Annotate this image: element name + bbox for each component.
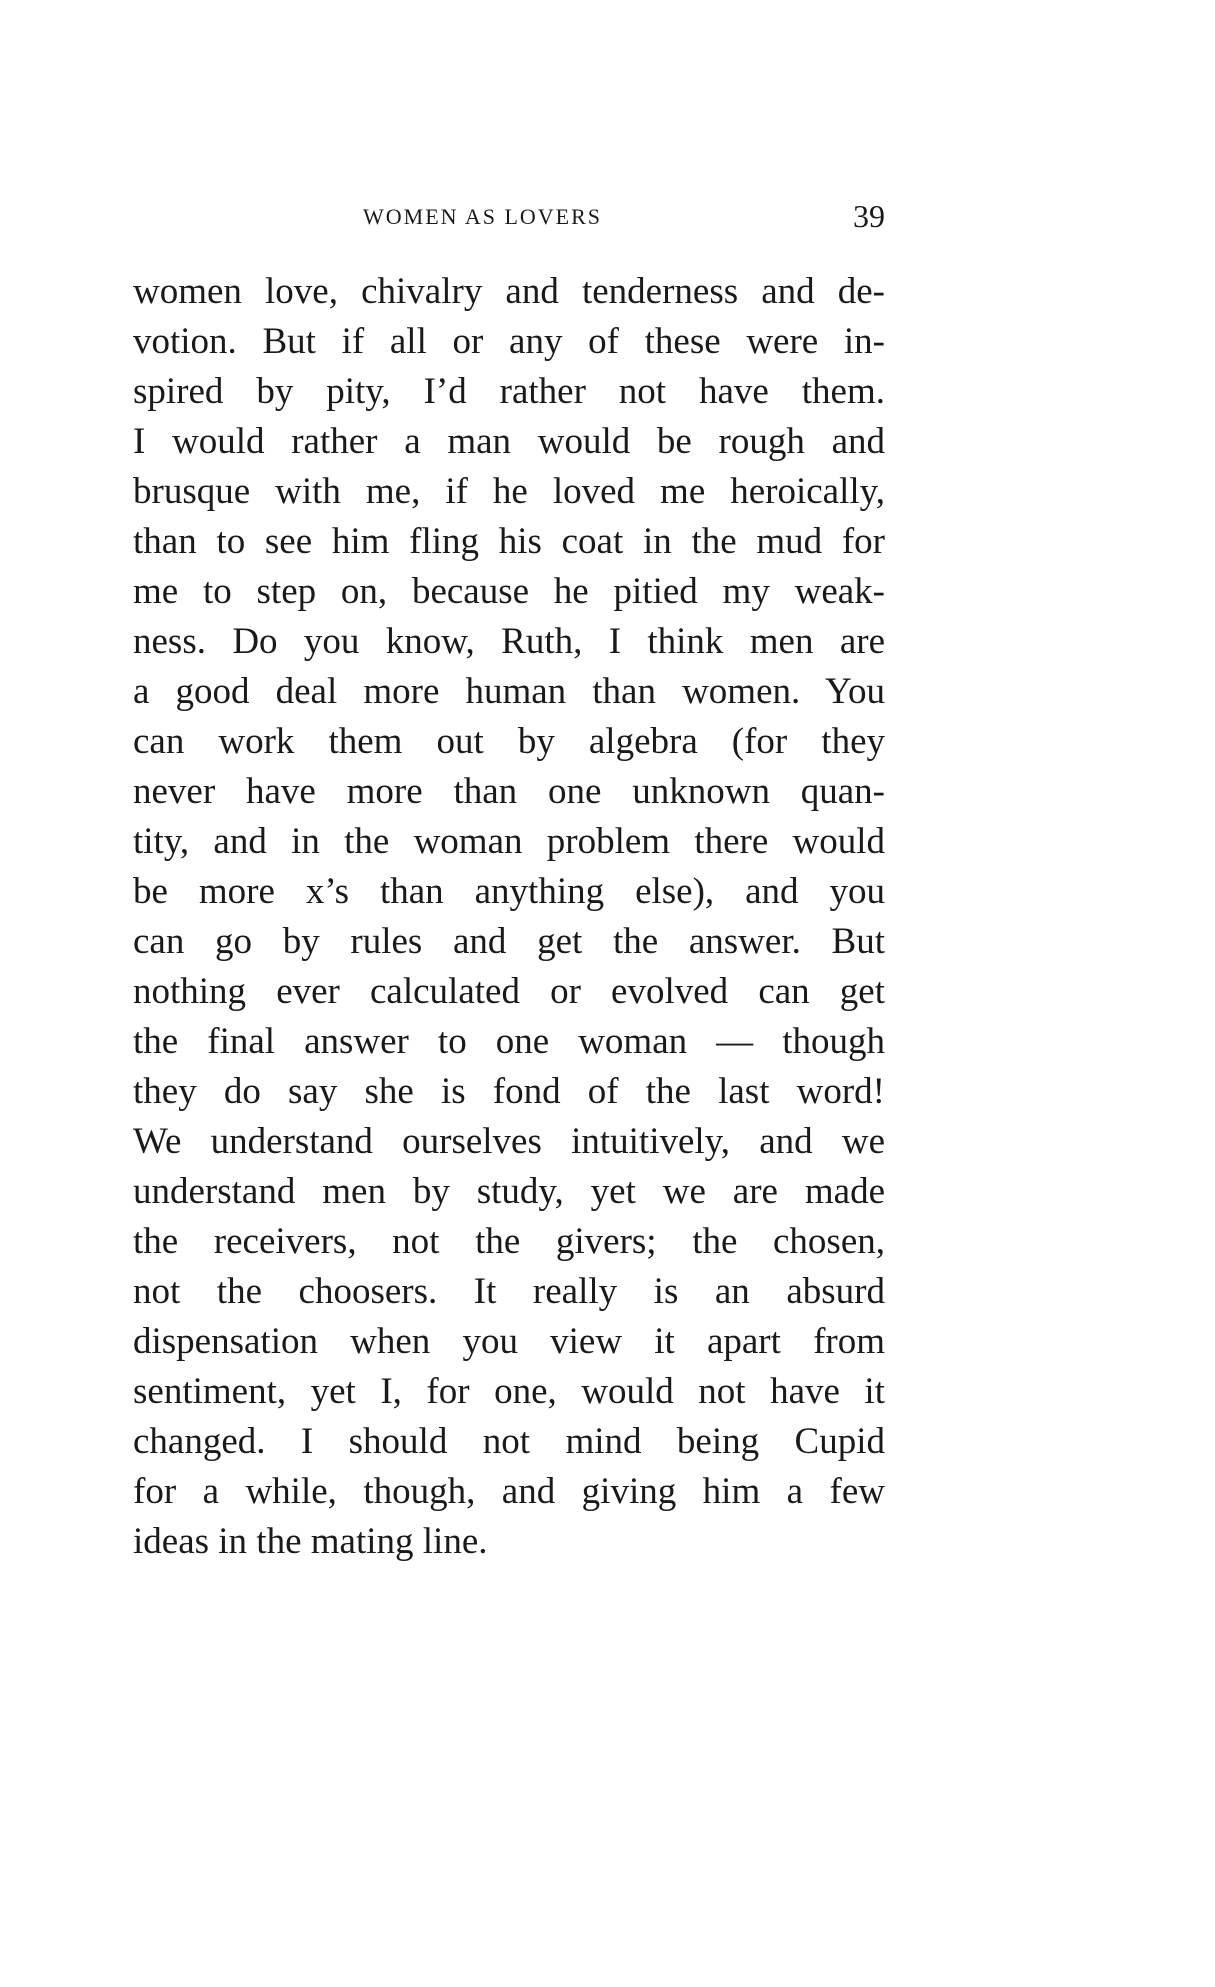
- running-head: [133, 200, 885, 240]
- text-line: me to step on, because he pitied my weak-: [133, 571, 885, 612]
- page-number: 39: [853, 198, 885, 234]
- text-line: a good deal more human than women. You: [133, 671, 885, 712]
- text-line: spired by pity, I’d rather not have them.: [133, 371, 885, 412]
- text-line: be more x’s than anything else), and you: [133, 871, 885, 912]
- text-line: the final answer to one woman — though: [133, 1021, 885, 1062]
- text-line: nothing ever calculated or evolved can get: [133, 971, 885, 1012]
- text-line: can go by rules and get the answer. But: [133, 921, 885, 962]
- text-line: sentiment, yet I, for one, would not have it: [133, 1371, 885, 1412]
- text-line: I would rather a man would be rough and: [133, 421, 885, 462]
- text-line: dispensation when you view it apart from: [133, 1321, 885, 1362]
- text-line: We understand ourselves intuitively, and we: [133, 1121, 885, 1162]
- text-line: ideas in the mating line.: [133, 1521, 488, 1562]
- text-line: they do say she is fond of the last word!: [133, 1071, 885, 1112]
- text-line: ness. Do you know, Ruth, I think men are: [133, 621, 885, 662]
- body-text: [133, 267, 885, 1567]
- text-line: votion. But if all or any of these were in-: [133, 321, 885, 362]
- text-line: than to see him fling his coat in the mud for: [133, 521, 885, 562]
- text-line: tity, and in the woman problem there would: [133, 821, 885, 862]
- text-line: never have more than one unknown quan-: [133, 771, 885, 812]
- text-line: can work them out by algebra (for they: [133, 721, 885, 762]
- running-title: WOMEN AS LOVERS: [363, 204, 603, 229]
- text-line: brusque with me, if he loved me heroically,: [133, 471, 885, 512]
- text-line: women love, chivalry and tenderness and de-: [133, 271, 885, 312]
- text-line: not the choosers. It really is an absurd: [133, 1271, 885, 1312]
- text-line: the receivers, not the givers; the chosen,: [133, 1221, 885, 1262]
- text-line: for a while, though, and giving him a few: [133, 1471, 885, 1512]
- text-line: understand men by study, yet we are made: [133, 1171, 885, 1212]
- text-line: changed. I should not mind being Cupid: [133, 1421, 885, 1462]
